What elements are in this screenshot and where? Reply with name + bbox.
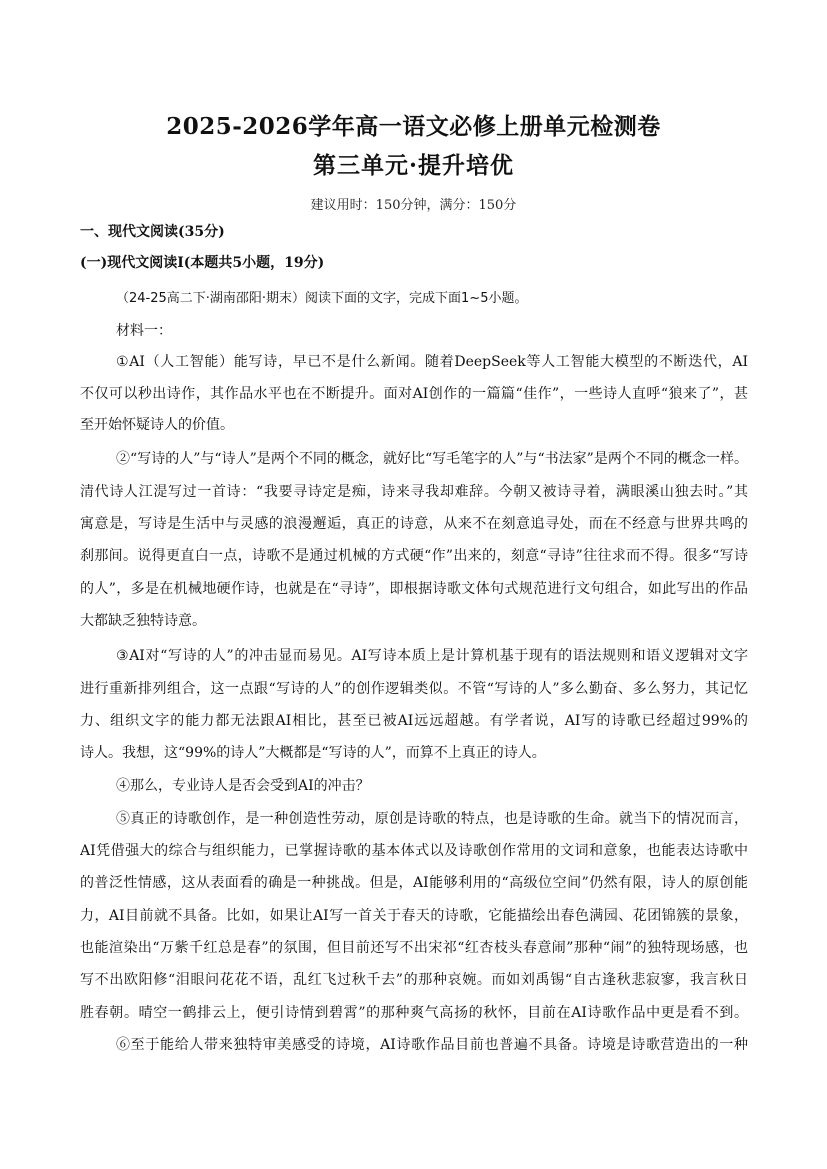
text-line: 清代诗人江湜写过一首诗：“我要寻诗定是痴，诗来寻我却难辞。今朝又被诗寻着，满眼溪山独去时。”其 [80,484,748,500]
text-line: 刹那间。说得更直白一点，诗歌不是通过机械的方式硬“作”出来的，刻意“寻诗”往往求而不得。很多“写诗 [80,548,748,564]
text-line: 诗人。我想，这“99%的诗人”大概都是“写诗的人”，而算不上真正的诗人。 [80,745,546,761]
text-line: ④那么，专业诗人是否会受到AI的冲击？ [116,778,370,794]
text-line: 的普泛性情感，这从表面看的确是一种挑战。但是，AI能够利用的“高级位空间”仍然有限，诗人的原创能 [80,875,748,891]
subsection-heading: (一)现代文阅读Ⅰ(本题共5小题，19分) [80,255,325,271]
text-line: 力，AI目前就不具备。比如，如果让AI写一首关于春天的诗歌，它能描绘出春色满园、花团锦簇的景象， [80,908,748,924]
text-line: 不仅可以秒出诗作，其作品水平也在不断提升。面对AI创作的一篇篇“佳作”，一些诗人直呼“狼来了”，甚 [80,386,748,402]
material-label: 材料一： [116,323,172,339]
text-line: 寓意是，写诗是生活中与灵感的浪漫邂逅，真正的诗意，从来不在刻意追寻处，而在不经意与世界共鸣的 [80,516,748,532]
text-line: 写不出欧阳修“泪眼问花花不语，乱红飞过秋千去”的那种哀婉。而如刘禹锡“自古逢秋悲寂寥，我言秋日 [80,972,748,988]
text-line: 力、组织文字的能力都无法跟AI相比，甚至已被AI远远超越。有学者说，AI写的诗歌已经超过99%的 [80,713,748,729]
text-line: 的人”，多是在机械地硬作诗，也就是在“寻诗”，即根据诗歌文体句式规范进行文句组合，如此写出的作品 [80,581,748,597]
section-heading: 一、现代文阅读(35分) [80,224,225,240]
text-line: 进行重新排列组合，这一点跟“写诗的人”的创作逻辑类似。不管“写诗的人”多么勤奋、多么努力，其记忆 [80,681,748,697]
text-line: ③AI对“写诗的人”的冲击显而易见。AI写诗本质上是计算机基于现有的语法规则和语义逻辑对文字 [116,648,748,664]
text-line: ②“写诗的人”与“诗人”是两个不同的概念，就好比“写毛笔字的人”与“书法家”是两个不同的概念一样。 [116,451,748,467]
text-line: 至开始怀疑诗人的价值。 [80,417,234,433]
text-line: 也能渲染出“万紫千红总是春”的氛围，但目前还写不出宋祁“红杏枝头春意闹”那种“闹”的独特现场感，也 [80,940,748,956]
text-line: 大都缺乏独特诗意。 [80,613,206,629]
document-title: 2025-2026学年高一语文必修上册单元检测卷 [166,113,661,140]
document-subtitle: 第三单元·提升培优 [312,152,514,179]
reading-instruction: （24-25高二下·湖南邵阳·期末）阅读下面的文字，完成下面1~5小题。 [116,291,528,306]
text-line: ⑤真正的诗歌创作，是一种创造性劳动，原创是诗歌的特点，也是诗歌的生命。就当下的情况而言， [116,811,748,827]
text-line: AI凭借强大的综合与组织能力，已掌握诗歌的基本体式以及诗歌创作常用的文词和意象，也能表达诗歌中 [80,843,748,859]
text-line: ⑥至于能给人带来独特审美感受的诗境，AI诗歌作品目前也普遍不具备。诗境是诗歌营造出的一种 [116,1037,748,1053]
exam-meta: 建议用时：150分钟，满分：150分 [310,198,517,213]
text-line: ①AI（人工智能）能写诗，早已不是什么新闻。随着DeepSeek等人工智能大模型的不断迭代，AI [116,354,748,370]
text-line: 胜春朝。晴空一鹤排云上，便引诗情到碧霄”的那种爽气高扬的秋怀，目前在AI诗歌作品中更是看不到。 [80,1005,748,1021]
